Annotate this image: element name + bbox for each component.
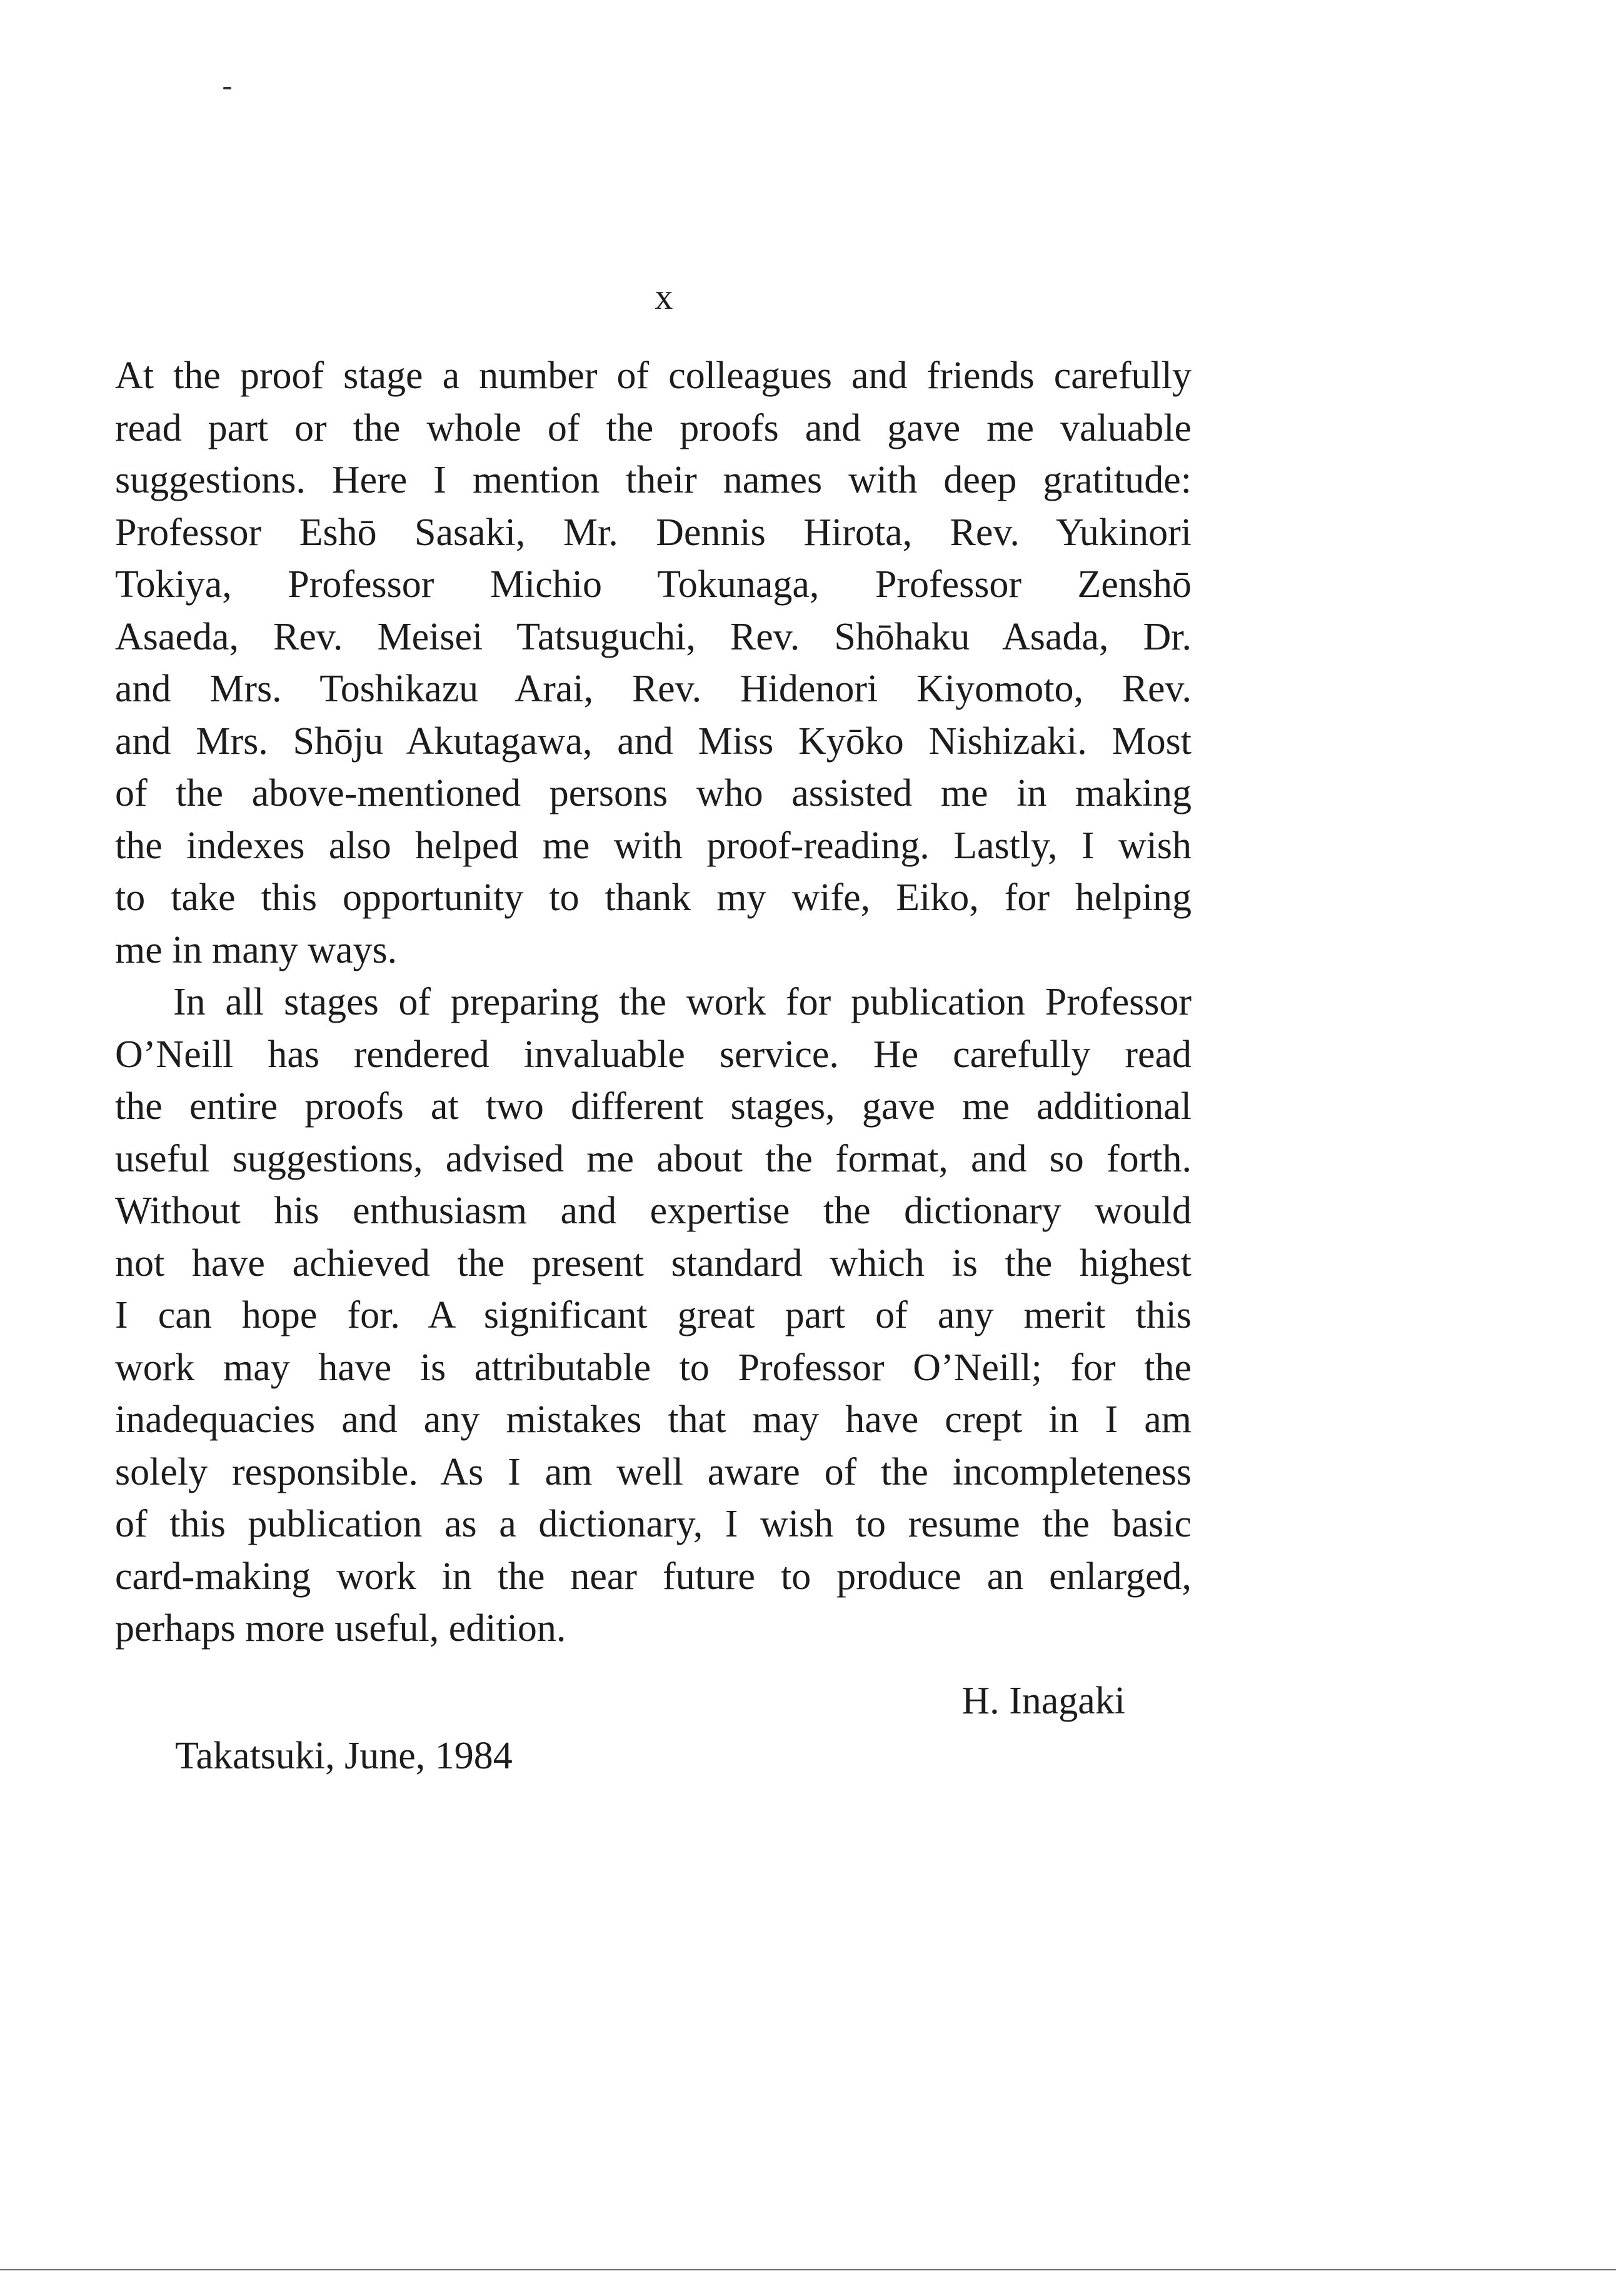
paragraph-2 — [115, 976, 1192, 1655]
text-line: solely responsible. As I am well aware of the incompleteness — [115, 1450, 1192, 1493]
text-line: Professor Eshō Sasaki, Mr. Dennis Hirota, Rev. Yukinori — [115, 511, 1192, 554]
text-line: I can hope for. A significant great part of any merit this — [115, 1294, 1192, 1336]
text-line: not have achieved the present standard which is the highest — [115, 1241, 1192, 1285]
text-line: the indexes also helped me with proof-reading. Lastly, I wish — [115, 824, 1192, 867]
signature: H. Inagaki — [961, 1680, 1125, 1722]
paragraph-1 — [115, 350, 1192, 976]
text-line: read part or the whole of the proofs and gave me valuable — [115, 406, 1192, 449]
text-line: of the above-mentioned persons who assisted me in making — [115, 772, 1192, 815]
text-line: Asaeda, Rev. Meisei Tatsuguchi, Rev. Shōhaku Asada, Dr. — [115, 615, 1192, 658]
text-line: Tokiya, Professor Michio Tokunaga, Professor Zenshō — [115, 563, 1192, 606]
bottom-rule — [0, 2269, 1616, 2270]
text-line: to take this opportunity to thank my wife, Eiko, for helping — [115, 876, 1192, 919]
text-line: inadequacies and any mistakes that may have crept in I am — [115, 1398, 1192, 1441]
text-line: useful suggestions, advised me about the format, and so forth. — [115, 1137, 1192, 1180]
text-line: suggestions. Here I mention their names with deep gratitude: — [115, 459, 1192, 501]
text-line: the entire proofs at two different stages, gave me additional — [115, 1085, 1192, 1128]
scan-speck — [223, 87, 231, 89]
page-number: x — [655, 276, 673, 317]
text-line: Without his enthusiasm and expertise the dictionary would — [115, 1190, 1192, 1232]
text-line: and Mrs. Toshikazu Arai, Rev. Hidenori Kiyomoto, Rev. — [115, 668, 1192, 710]
text-line: card-making work in the near future to produce an enlarged, — [115, 1555, 1192, 1598]
text-line: In all stages of preparing the work for publication Professor — [173, 981, 1192, 1023]
text-line: work may have is attributable to Professor O’Neill; for the — [115, 1346, 1192, 1389]
text-line: perhaps more useful, edition. — [115, 1607, 566, 1650]
place-date: Takatsuki, June, 1984 — [175, 1735, 513, 1777]
text-line: O’Neill has rendered invaluable service. He carefully read — [115, 1033, 1192, 1076]
text-line: At the proof stage a number of colleagues and friends carefully — [115, 354, 1192, 397]
text-line: me in many ways. — [115, 928, 398, 971]
text-line: and Mrs. Shōju Akutagawa, and Miss Kyōko Nishizaki. Most — [115, 719, 1192, 763]
text-line: of this publication as a dictionary, I wish to resume the basic — [115, 1503, 1192, 1545]
body-text — [115, 350, 1192, 1655]
